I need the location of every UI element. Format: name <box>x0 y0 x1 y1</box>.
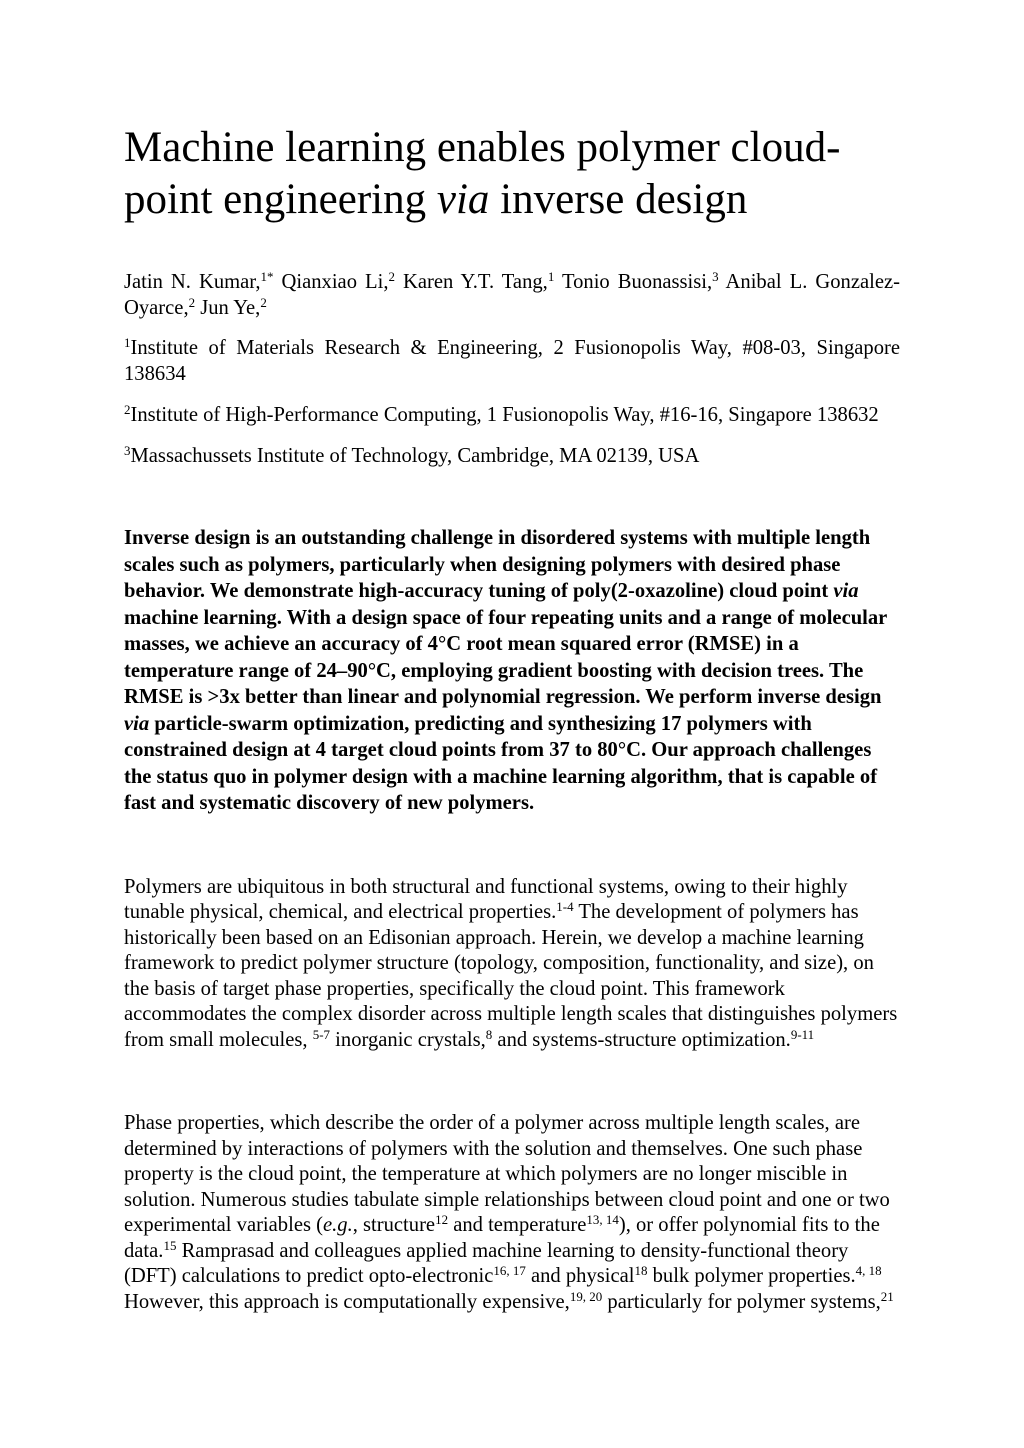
text-run: , structure <box>352 1214 436 1237</box>
superscript-reference: 13, 14 <box>586 1212 619 1228</box>
superscript-reference: 18 <box>634 1263 648 1279</box>
superscript-reference: 1 <box>547 269 555 285</box>
superscript-reference: 3 <box>712 269 719 285</box>
affiliation-2 <box>124 402 900 428</box>
text-run: e.g. <box>322 1214 353 1237</box>
text-run: Ramprasad and colleagues applied machine learning to density-functional theory (DFT) calculations to predict opto-electronic <box>124 1239 849 1288</box>
text-run: and temperature <box>448 1214 587 1237</box>
superscript-reference: 2 <box>388 269 395 285</box>
affiliation-3 <box>124 443 900 469</box>
text-run: Tonio Buonassisi, <box>554 271 713 294</box>
text-run: particularly for polymer systems, <box>602 1290 881 1313</box>
text-run: However, this approach is computationally expensive, <box>124 1290 570 1313</box>
text-run: Karen Y.T. Tang, <box>394 271 548 294</box>
superscript-reference: 9-11 <box>790 1026 815 1042</box>
text-run: Machine learning enables polymer cloud-point engineering <box>124 124 841 223</box>
author-list <box>124 269 900 321</box>
text-run: and systems-structure optimization. <box>492 1028 791 1051</box>
text-run: Jatin N. Kumar, <box>124 271 261 294</box>
superscript-reference: 2 <box>260 295 267 311</box>
superscript-reference: 3 <box>124 443 131 459</box>
text-run: inverse design <box>489 175 748 223</box>
text-run: machine learning. With a design space of four repeating units and a range of molecular masses, we achieve an accuracy of 4°C root mean squared error (RMSE) in a temperature range of 24–90°C, employing gradient boosting with decision trees. The RMSE is >3x better than linear and polynomial regression. We perform inverse design <box>124 606 887 709</box>
superscript-reference: 12 <box>435 1212 449 1228</box>
text-run: Anibal L. Gonzalez-Oyarce, <box>124 271 900 320</box>
superscript-reference: 2 <box>188 295 196 311</box>
text-run: bulk polymer properties. <box>647 1265 856 1288</box>
body-paragraph-2 <box>124 1111 900 1315</box>
text-run: particle-swarm optimization, predicting and synthesizing 17 polymers with constrained design at 4 target cloud points from 37 to 80°C. Our approach challenges the status quo in polymer design with a machine learning algorithm, that is capable of fast and systematic discovery of new polymers. <box>124 712 878 815</box>
text-run: Jun Ye, <box>195 297 261 320</box>
text-run: Institute of High-Performance Computing, 1 Fusionopolis Way, #16-16, Singapore 138632 <box>130 404 879 427</box>
text-run: and physical <box>525 1265 635 1288</box>
superscript-reference: 21 <box>880 1288 894 1304</box>
text-run: Phase properties, which describe the order of a polymer across multiple length scales, are determined by interactions of polymers with the solution and themselves. One such phase property is the cloud point, the temperature at which polymers are no longer miscible in solution. Numerous studies tabulate simple relationships between cloud point and one or two experimental variables ( <box>124 1112 890 1237</box>
text-run: via <box>833 580 859 603</box>
paper-title <box>124 122 900 225</box>
text-run: Inverse design is an outstanding challenge in disordered systems with multiple length scales such as polymers, particularly when designing polymers with desired phase behavior. We demonstrate high-accuracy tuning of poly(2-oxazoline) cloud point <box>124 527 871 603</box>
text-run: via <box>124 712 150 735</box>
superscript-reference: 15 <box>163 1237 177 1253</box>
superscript-reference: 19, 20 <box>569 1288 603 1304</box>
affiliation-1 <box>124 335 900 387</box>
text-run: ), or offer polynomial fits to the data. <box>124 1214 880 1262</box>
superscript-reference: 1-4 <box>556 899 574 915</box>
superscript-reference: 8 <box>485 1026 493 1042</box>
superscript-reference: 2 <box>124 402 131 418</box>
text-run: Institute of Materials Research & Engineering, 2 Fusionopolis Way, #08-03, Singapore 138634 <box>124 337 900 386</box>
superscript-reference: 5-7 <box>312 1026 331 1042</box>
superscript-reference: 1 <box>124 335 131 351</box>
superscript-reference: 16, 17 <box>493 1263 526 1279</box>
text-run: Qianxiao Li, <box>273 271 389 294</box>
text-run: The development of polymers has historically been based on an Edisonian approach. Herein, we develop a machine learning framework to predict polymer structure (topology, composition, functionality, and size), on the basis of target phase properties, specifically the cloud point. This framework accommodates the complex disorder across multiple length scales that distinguishes polymers from small molecules, <box>124 901 898 1051</box>
text-run: Polymers are ubiquitous in both structural and functional systems, owing to their highly tunable physical, chemical, and electrical properties. <box>124 875 848 924</box>
abstract-paragraph <box>124 525 900 817</box>
superscript-reference: 1* <box>260 269 274 285</box>
text-run: via <box>436 175 490 223</box>
body-paragraph-1 <box>124 875 900 1054</box>
text-run: Massachussets Institute of Technology, Cambridge, MA 02139, USA <box>130 445 700 468</box>
superscript-reference: 4, 18 <box>855 1263 882 1279</box>
text-run: inorganic crystals, <box>330 1028 486 1051</box>
